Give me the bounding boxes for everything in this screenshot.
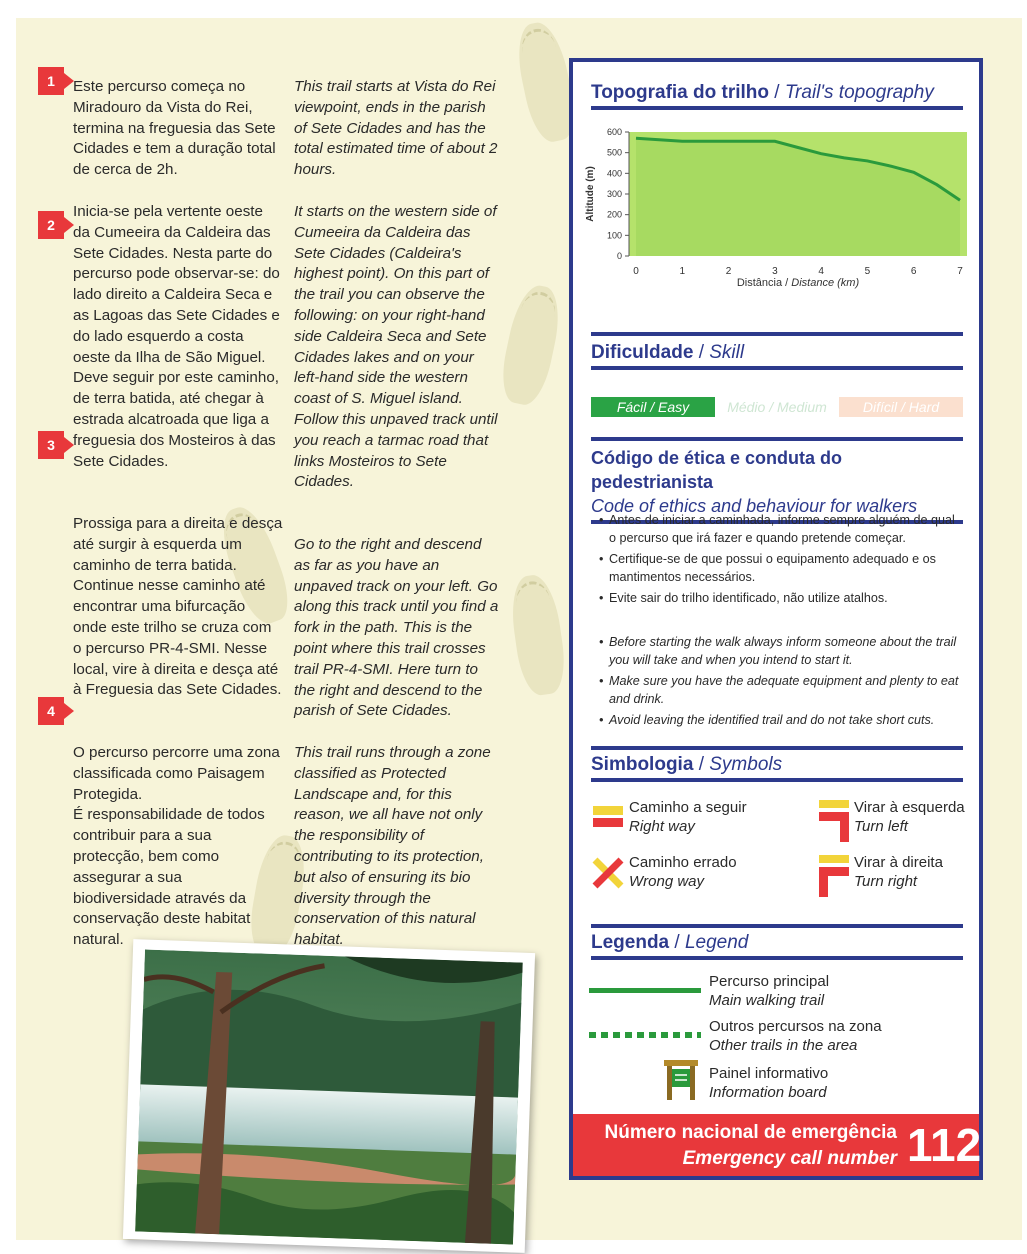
lake-photo-image — [135, 949, 523, 1244]
symbols-heading: Simbologia / Symbols — [591, 754, 963, 782]
text-column-pt — [73, 77, 283, 951]
y-tick-label: 500 — [606, 147, 622, 158]
step-badge: 4 — [38, 697, 64, 725]
emergency-banner — [573, 1114, 982, 1176]
wrong-way-icon — [591, 856, 625, 890]
emergency-title-en: Emergency call number — [682, 1148, 897, 1169]
divider — [591, 437, 963, 441]
paragraph-en: This trail starts at Vista do Rei viewpoint, ends in the parish of Sete Cidades and has the total estimated time of about 2 hours. — [294, 78, 498, 179]
x-tick-label: 3 — [772, 266, 778, 277]
legend-title-pt: Legenda — [591, 932, 670, 953]
step-badge: 3 — [38, 431, 64, 459]
symbol-turn-right: Virar à direita Turn right — [854, 854, 943, 890]
skill-level-easy: Fácil / Easy — [591, 397, 715, 417]
skill-title-pt: Dificuldade — [591, 342, 694, 363]
other-trails-dotted-icon — [589, 1030, 703, 1040]
x-tick-label: 1 — [679, 266, 686, 277]
x-tick-label: 7 — [957, 266, 963, 277]
topography-chart — [579, 124, 979, 304]
y-tick-label: 300 — [606, 189, 622, 199]
topography-title-en: Trail's topography — [784, 82, 934, 103]
ethics-rule: • Antes de iniciar a caminhada, informe sempre alguém de qual o percurso que irá fazer e quando pretende começar. — [599, 512, 959, 547]
paragraph-pt: Este percurso começa no Miradouro da Vista do Rei, termina na freguesia das Sete Cidades e tem a duração total de cerca de 2h. — [73, 78, 276, 179]
legend-other-trails: Outros percursos na zona Other trails in the area — [709, 1018, 882, 1054]
ethics-rule: • Evite sair do trilho identificado, não utilize atalhos. — [599, 590, 959, 608]
paragraph-pt: Prossiga para a direita e desça até surgir à esquerda um caminho de terra batida. Continue nesse caminho até encontrar uma bifurcação onde este trilho se cruza com o percurso PR-4-SMI. Nesse local, vire à direita e desça até à Freguesia das Sete Cidades. — [73, 515, 283, 699]
legend-heading: Legenda / Legend — [591, 932, 963, 960]
ethics-rule: • Avoid leaving the identified trail and do not take short cuts. — [599, 712, 959, 730]
y-tick-label: 400 — [606, 168, 622, 179]
x-tick-label: 6 — [910, 266, 917, 277]
symbols-title-pt: Simbologia — [591, 754, 694, 775]
divider — [591, 332, 963, 336]
step-badge: 1 — [38, 67, 64, 95]
text-column-en — [294, 77, 499, 951]
symbol-right-way: Caminho a seguir Right way — [629, 799, 747, 835]
ethics-rule: • Before starting the walk always inform someone about the trail you will take and when you intend to start it. — [599, 634, 959, 669]
y-tick-label: 100 — [606, 230, 622, 241]
paragraph-en: Go to the right and descend as far as you have an unpaved track on your left. Go along this track until you find a fork in the path. This is the point where this trail crosses trail PR-4-SMI. Here turn to the right and descend to the parish of Sete Cidades. — [294, 536, 499, 720]
x-tick-label: 4 — [818, 266, 824, 277]
paragraph-pt: O percurso percorre uma zona classificada como Paisagem Protegida. É responsabilidade de todos contribuir para a sua protecção, bem como assegurar a sua biodiversidade através da conservação deste habitat natural. — [73, 744, 280, 949]
turn-right-icon — [817, 853, 851, 899]
symbols-title-en: Symbols — [709, 754, 783, 775]
skill-level-hard: Difícil / Hard — [839, 397, 963, 417]
information-board-icon — [661, 1056, 701, 1102]
x-axis-label: Distância / Distance (km) — [736, 277, 860, 289]
lake-photo — [123, 939, 535, 1253]
ethics-title-pt: Código de ética e conduta do pedestrianista — [591, 448, 843, 492]
divider — [591, 746, 963, 750]
legend-title-en: Legend — [684, 932, 749, 953]
turn-left-icon — [817, 798, 851, 844]
y-tick-label: 0 — [616, 251, 622, 261]
x-tick-label: 0 — [633, 266, 639, 277]
main-trail-line-icon — [589, 986, 703, 996]
paragraph-en: This trail runs through a zone classified as Protected Landscape and, for this reason, we all have not only the responsibility of contributing to its protection, but also of ensuring its bio diversity through the conservation of this natural habitat. — [294, 744, 491, 949]
x-tick-label: 5 — [864, 266, 871, 277]
ethics-rule: • Make sure you have the adequate equipment and plenty to eat and drink. — [599, 673, 959, 708]
paragraph-pt: Inicia-se pela vertente oeste da Cumeeira da Caldeira das Sete Cidades. Nesta parte do percurso pode observar-se: do lado direito a Caldeira Seca e as Lagoas das Sete Cidades e do lado esquerdo a costa oeste da Ilha de São Miguel. Deve seguir por este caminho, de terra batida, até chegar à estrada alcatroada que liga a freguesia dos Mosteiros à das Sete Cidades. — [73, 203, 280, 470]
skill-heading: Dificuldade / Skill — [591, 342, 963, 370]
symbol-wrong-way: Caminho errado Wrong way — [629, 854, 737, 890]
symbol-turn-left: Virar à esquerda Turn left — [854, 799, 965, 835]
paragraph-en: It starts on the western side of Cumeeira da Caldeira das Sete Cidades (Caldeira's highest point). On this part of the trail you can observe the following: on your right-hand side Caldeira Seca and Sete Cidades lakes and on your left-hand side the western coast of S. Miguel island. Follow this unpaved track until you reach a tarmac road that links Mosteiros to Sete Cidades. — [294, 203, 498, 491]
info-panel — [569, 58, 983, 1180]
y-tick-label: 200 — [606, 209, 622, 220]
topography-heading: Topografia do trilho / Trail's topography — [591, 82, 963, 110]
ethics-rule: • Certifique-se de que possui o equipamento adequado e os mantimentos necessários. — [599, 551, 959, 586]
y-axis-label: Altitude (m) — [585, 166, 596, 222]
emergency-number: 112 — [907, 1119, 982, 1171]
y-tick-label: 600 — [606, 127, 622, 137]
skill-level-medium: Médio / Medium — [715, 397, 839, 417]
divider — [591, 924, 963, 928]
skill-title-en: Skill — [709, 342, 745, 363]
legend-main-trail: Percurso principal Main walking trail — [709, 973, 830, 1009]
step-badge: 2 — [38, 211, 64, 239]
ethics-rules-pt — [599, 512, 959, 612]
ethics-title-en: Code of ethics and behaviour for walkers — [591, 496, 918, 516]
ethics-rules-en — [599, 634, 959, 734]
topography-title-pt: Topografia do trilho — [591, 82, 770, 103]
x-tick-label: 2 — [725, 266, 732, 277]
emergency-title-pt: Número nacional de emergência — [604, 1122, 897, 1143]
legend-info-board: Painel informativo Information board — [709, 1065, 829, 1101]
right-way-icon — [591, 802, 625, 832]
